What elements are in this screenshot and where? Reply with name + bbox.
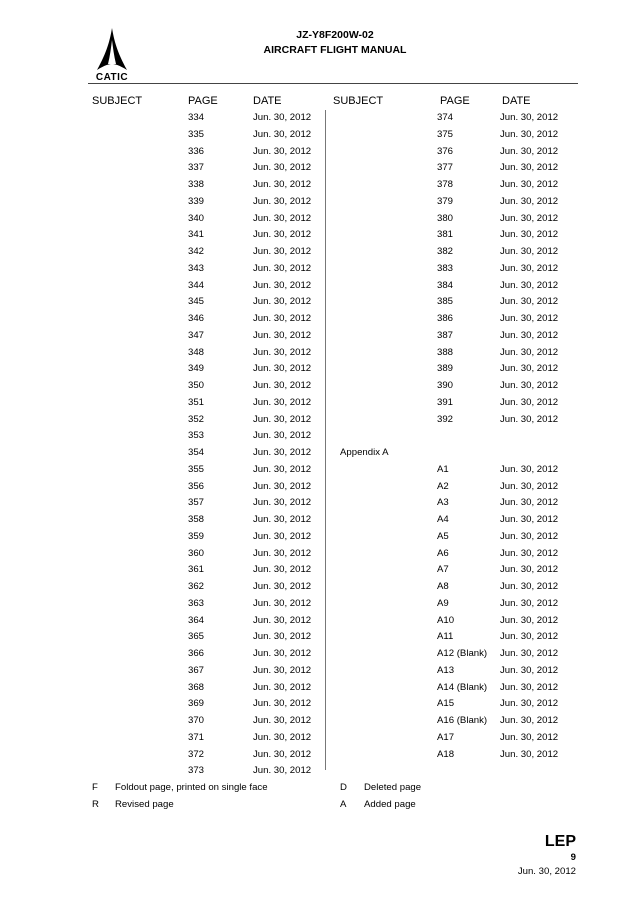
left-row-date: Jun. 30, 2012	[253, 648, 312, 659]
left-row-date: Jun. 30, 2012	[253, 497, 312, 509]
logo-text: CATIC	[95, 72, 129, 83]
left-row-date: Jun. 30, 2012	[253, 346, 312, 358]
right-row-date: Jun. 30, 2012	[500, 145, 559, 157]
left-row-date: Jun. 30, 2012	[253, 715, 312, 726]
left-row-date: Jun. 30, 2012	[253, 313, 312, 324]
right-row-date: Jun. 30, 2012	[500, 480, 559, 492]
right-row-page: 388	[437, 346, 454, 358]
right-row-date: Jun. 30, 2012	[500, 731, 559, 743]
right-row-date: Jun. 30, 2012	[500, 179, 559, 190]
right-row-page: 374	[437, 112, 454, 123]
right-row-page: A10	[437, 614, 455, 626]
right-row-date: Jun. 30, 2012	[500, 396, 559, 408]
left-row-page: 334	[188, 112, 205, 123]
left-row-date: Jun. 30, 2012	[253, 514, 312, 525]
left-row-page: 371	[188, 731, 205, 743]
right-row-page: A17	[437, 731, 455, 743]
left-row-page: 351	[188, 396, 205, 408]
right-row-date: Jun. 30, 2012	[500, 229, 559, 241]
left-row-date: Jun. 30, 2012	[253, 279, 312, 291]
legend-text-f: Foldout page, printed on single face	[115, 782, 268, 793]
left-row-date: Jun. 30, 2012	[253, 329, 312, 341]
left-row-page: 367	[188, 664, 205, 676]
left-row-page: 355	[188, 463, 205, 475]
left-row-date: Jun. 30, 2012	[253, 447, 312, 458]
legend-code-r: R	[92, 799, 99, 810]
left-row-page: 362	[188, 581, 205, 592]
right-row-date: Jun. 30, 2012	[500, 296, 559, 308]
document-title: AIRCRAFT FLIGHT MANUAL	[263, 44, 407, 56]
left-row-date: Jun. 30, 2012	[253, 631, 312, 643]
right-row-date: Jun. 30, 2012	[500, 246, 559, 257]
left-row-page: 354	[188, 447, 205, 458]
left-row-date: Jun. 30, 2012	[253, 229, 312, 241]
left-row-page: 372	[188, 748, 205, 760]
left-row-date: Jun. 30, 2012	[253, 430, 312, 442]
right-row-page: A3	[437, 497, 449, 509]
left-row-page: 343	[188, 262, 205, 274]
left-row-date: Jun. 30, 2012	[253, 195, 312, 207]
left-row-page: 342	[188, 246, 205, 257]
left-row-page: 346	[188, 313, 205, 324]
left-row-page: 348	[188, 346, 205, 358]
left-row-page: 339	[188, 195, 205, 207]
left-row-page: 340	[188, 212, 205, 224]
right-row-page: A6	[437, 547, 449, 559]
left-row-date: Jun. 30, 2012	[253, 128, 312, 140]
left-row-date: Jun. 30, 2012	[253, 581, 312, 592]
left-row-page: 361	[188, 564, 205, 576]
legend-code-d: D	[340, 782, 347, 793]
right-row-date: Jun. 30, 2012	[500, 313, 559, 324]
right-row-date: Jun. 30, 2012	[500, 413, 559, 425]
left-row-date: Jun. 30, 2012	[253, 698, 312, 710]
legend-code-a: A	[340, 799, 347, 810]
right-row-page: A4	[437, 514, 449, 525]
right-row-page: 385	[437, 296, 454, 308]
left-row-date: Jun. 30, 2012	[253, 296, 312, 308]
right-row-date: Jun. 30, 2012	[500, 463, 559, 475]
left-row-page: 338	[188, 179, 205, 190]
left-row-date: Jun. 30, 2012	[253, 380, 312, 391]
right-row-page: 386	[437, 313, 454, 324]
right-row-page: 391	[437, 396, 454, 408]
left-row-page: 350	[188, 380, 205, 391]
right-row-date: Jun. 30, 2012	[500, 346, 559, 358]
right-row-date: Jun. 30, 2012	[500, 195, 559, 207]
right-row-date: Jun. 30, 2012	[500, 128, 559, 140]
left-row-page: 358	[188, 514, 205, 525]
right-row-page: 382	[437, 246, 454, 257]
left-row-page: 345	[188, 296, 205, 308]
right-row-date: Jun. 30, 2012	[500, 614, 559, 626]
left-row-date: Jun. 30, 2012	[253, 664, 312, 676]
col-right-subject: SUBJECT	[333, 95, 384, 107]
right-row-date: Jun. 30, 2012	[500, 564, 559, 576]
left-row-page: 349	[188, 363, 205, 375]
right-row-page: 377	[437, 162, 454, 174]
legend-text-d: Deleted page	[364, 782, 422, 793]
left-row-date: Jun. 30, 2012	[253, 179, 312, 190]
col-right-page: PAGE	[440, 95, 470, 107]
left-row-date: Jun. 30, 2012	[253, 262, 312, 274]
right-row-date: Jun. 30, 2012	[500, 363, 559, 375]
left-row-date: Jun. 30, 2012	[253, 731, 312, 743]
right-row-date: Jun. 30, 2012	[500, 530, 559, 542]
right-row-page: A2	[437, 480, 449, 492]
left-row-page: 364	[188, 614, 205, 626]
left-row-date: Jun. 30, 2012	[253, 547, 312, 559]
column-divider	[325, 110, 326, 770]
left-row-page: 336	[188, 145, 205, 157]
right-row-date: Jun. 30, 2012	[500, 262, 559, 274]
right-row-page: 389	[437, 363, 454, 375]
left-row-date: Jun. 30, 2012	[253, 681, 312, 693]
left-row-date: Jun. 30, 2012	[253, 530, 312, 542]
left-row-page: 373	[188, 765, 205, 777]
left-row-page: 360	[188, 547, 205, 559]
right-row-page: 390	[437, 380, 454, 391]
right-row-page: A12 (Blank)	[437, 648, 488, 659]
right-row-page: A9	[437, 597, 449, 609]
right-row-date: Jun. 30, 2012	[500, 748, 559, 760]
left-row-date: Jun. 30, 2012	[253, 463, 312, 475]
right-row-subject: Appendix A	[340, 447, 389, 458]
col-left-date: DATE	[253, 95, 282, 107]
right-row-date: Jun. 30, 2012	[500, 698, 559, 710]
right-row-date: Jun. 30, 2012	[500, 631, 559, 643]
right-row-date: Jun. 30, 2012	[500, 514, 559, 525]
right-row-page: A7	[437, 564, 449, 576]
left-row-page: 344	[188, 279, 205, 291]
header-rule	[88, 83, 578, 84]
document-id: JZ-Y8F200W-02	[296, 29, 374, 41]
left-row-date: Jun. 30, 2012	[253, 480, 312, 492]
right-row-page: 378	[437, 179, 454, 190]
left-row-date: Jun. 30, 2012	[253, 162, 312, 174]
left-row-page: 357	[188, 497, 205, 509]
right-row-page: A11	[437, 631, 454, 643]
left-row-date: Jun. 30, 2012	[253, 597, 312, 609]
col-left-subject: SUBJECT	[92, 95, 143, 107]
right-row-date: Jun. 30, 2012	[500, 279, 559, 291]
left-row-page: 353	[188, 430, 205, 442]
left-row-date: Jun. 30, 2012	[253, 765, 312, 777]
right-row-date: Jun. 30, 2012	[500, 212, 559, 224]
right-row-page: 381	[437, 229, 454, 241]
footer-page-number: 9	[570, 852, 576, 863]
right-row-date: Jun. 30, 2012	[500, 648, 559, 659]
left-row-page: 341	[188, 229, 205, 241]
left-row-page: 370	[188, 715, 205, 726]
left-row-page: 369	[188, 698, 205, 710]
right-row-page: A8	[437, 581, 449, 592]
right-row-date: Jun. 30, 2012	[500, 715, 559, 726]
right-row-page: 379	[437, 195, 454, 207]
left-row-page: 368	[188, 681, 205, 693]
right-row-date: Jun. 30, 2012	[500, 329, 559, 341]
left-row-date: Jun. 30, 2012	[253, 396, 312, 408]
right-row-date: Jun. 30, 2012	[500, 664, 559, 676]
right-row-date: Jun. 30, 2012	[500, 497, 559, 509]
left-row-date: Jun. 30, 2012	[253, 614, 312, 626]
footer-date: Jun. 30, 2012	[517, 866, 576, 877]
right-row-page: A1	[437, 463, 449, 475]
left-row-date: Jun. 30, 2012	[253, 413, 312, 425]
legend-text-a: Added page	[364, 799, 416, 810]
right-row-date: Jun. 30, 2012	[500, 597, 559, 609]
right-row-page: A18	[437, 748, 455, 760]
left-row-date: Jun. 30, 2012	[253, 145, 312, 157]
right-row-date: Jun. 30, 2012	[500, 112, 559, 123]
left-row-page: 337	[188, 162, 205, 174]
left-row-date: Jun. 30, 2012	[253, 112, 312, 123]
col-left-page: PAGE	[188, 95, 218, 107]
right-row-page: A14 (Blank)	[437, 681, 488, 693]
left-row-page: 352	[188, 413, 205, 425]
left-row-date: Jun. 30, 2012	[253, 363, 312, 375]
legend-text-r: Revised page	[115, 799, 174, 810]
right-row-page: 380	[437, 212, 454, 224]
right-row-page: 375	[437, 128, 454, 140]
right-row-page: A13	[437, 664, 455, 676]
legend-code-f: F	[92, 782, 98, 793]
right-row-page: A15	[437, 698, 455, 710]
col-right-date: DATE	[502, 95, 531, 107]
left-row-date: Jun. 30, 2012	[253, 246, 312, 257]
right-row-date: Jun. 30, 2012	[500, 547, 559, 559]
right-row-page: 387	[437, 329, 454, 341]
right-row-date: Jun. 30, 2012	[500, 162, 559, 174]
right-row-date: Jun. 30, 2012	[500, 380, 559, 391]
right-row-date: Jun. 30, 2012	[500, 581, 559, 592]
left-row-date: Jun. 30, 2012	[253, 564, 312, 576]
left-row-page: 356	[188, 480, 205, 492]
left-row-page: 366	[188, 648, 205, 659]
left-row-page: 347	[188, 329, 205, 341]
right-row-date: Jun. 30, 2012	[500, 681, 559, 693]
left-row-page: 335	[188, 128, 205, 140]
right-row-page: 392	[437, 413, 454, 425]
footer-section: LEP	[544, 833, 576, 850]
left-row-page: 363	[188, 597, 205, 609]
left-row-date: Jun. 30, 2012	[253, 212, 312, 224]
left-row-date: Jun. 30, 2012	[253, 748, 312, 760]
left-row-page: 365	[188, 631, 205, 643]
right-row-page: A16 (Blank)	[437, 715, 488, 726]
right-row-page: 383	[437, 262, 454, 274]
right-row-page: 384	[437, 279, 454, 291]
left-row-page: 359	[188, 530, 205, 542]
right-row-page: 376	[437, 145, 454, 157]
right-row-page: A5	[437, 530, 449, 542]
